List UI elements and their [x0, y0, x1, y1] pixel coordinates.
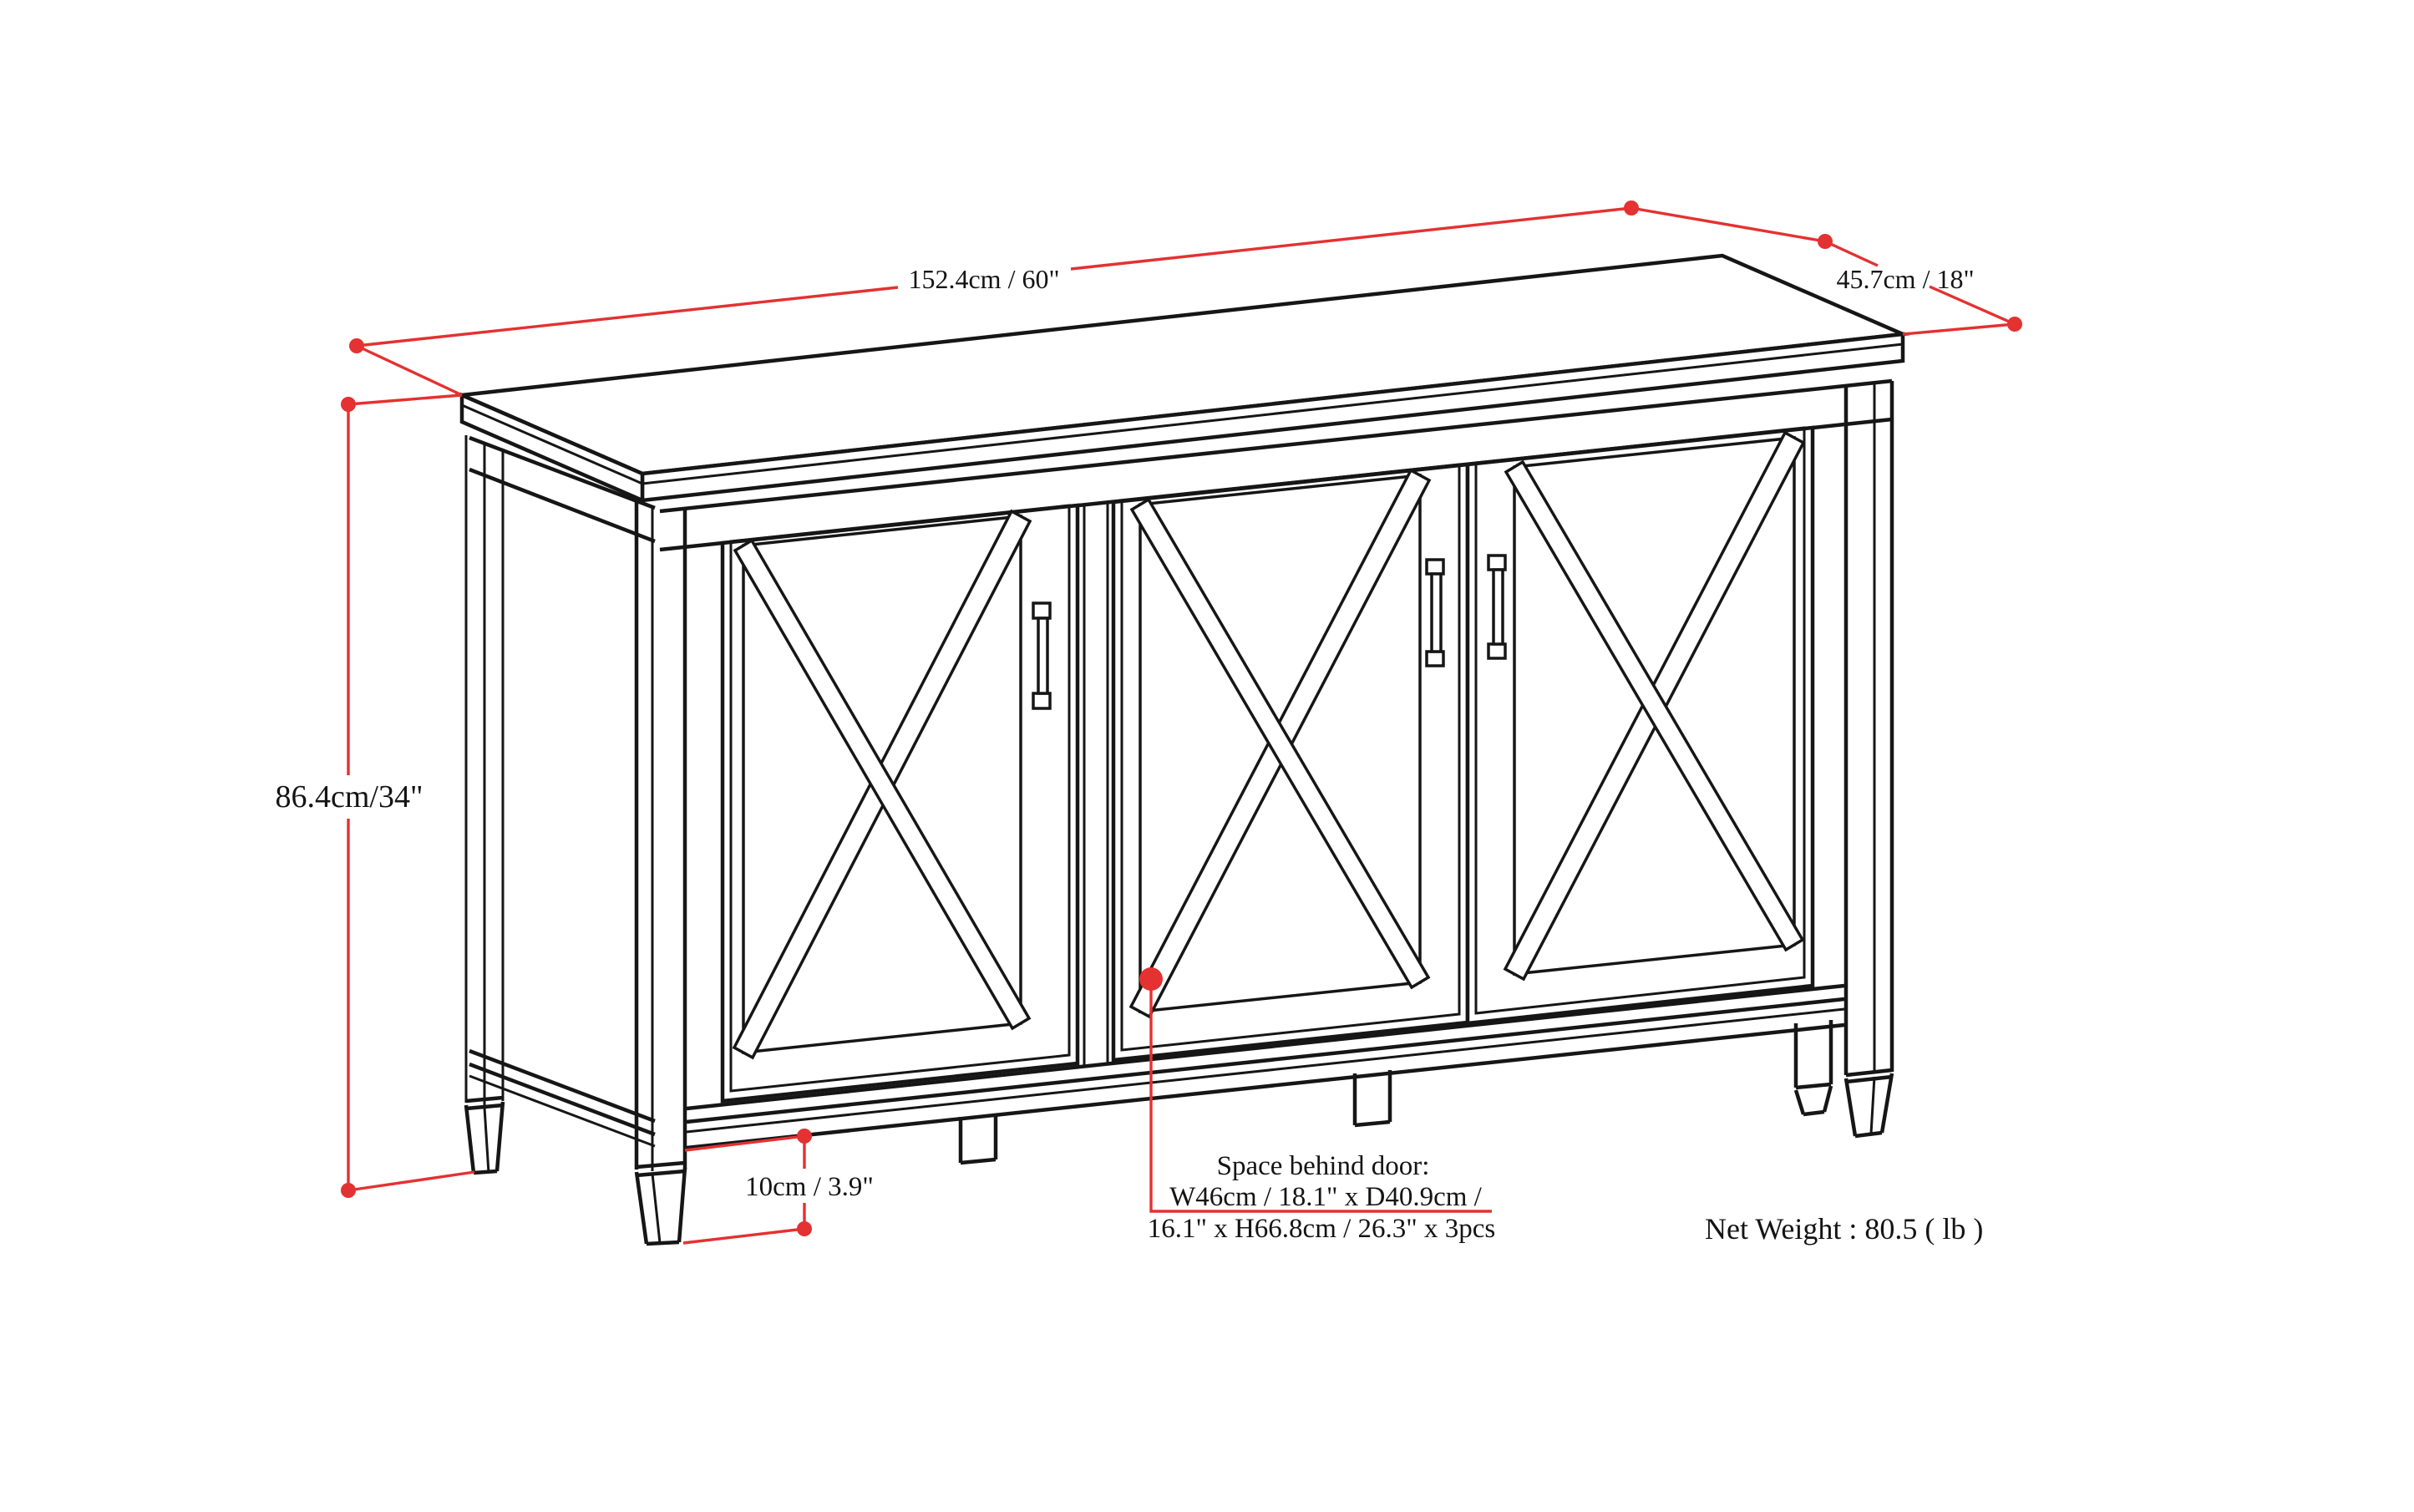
- leg-dim-dot-top: [797, 1129, 812, 1144]
- front-right-leg-foot-inner: [1871, 1077, 1874, 1134]
- handle-top-plate: [1033, 603, 1050, 618]
- handle-bar: [1432, 574, 1441, 652]
- back-left-leg-inner: [484, 1108, 489, 1173]
- dimension-leg-height: [683, 1129, 874, 1243]
- front-right-post-lines: [1846, 381, 1892, 1075]
- handle-bottom-plate: [1033, 693, 1050, 708]
- depth-dim-dot-top: [1818, 234, 1833, 249]
- height-dim-dot-bottom: [341, 1183, 356, 1198]
- width-dim-dot-right: [1624, 200, 1639, 216]
- door-middle: [1113, 464, 1468, 1060]
- middle-back-leg-left: [961, 1114, 996, 1163]
- leg-dim-dot-bottom: [797, 1221, 812, 1236]
- depth-dim-leader: [1903, 324, 2015, 334]
- width-dim-label: 152.4cm / 60": [908, 264, 1060, 294]
- front-left-leg-foot: [636, 1163, 685, 1244]
- left-side-stile-lines: [466, 435, 503, 1108]
- center-stile: [1084, 502, 1108, 1066]
- front-right-post: [1846, 381, 1892, 1136]
- width-dim-dot-left: [349, 338, 364, 353]
- front-left-post: [636, 502, 685, 1244]
- handle-top-plate: [1427, 560, 1443, 574]
- front-right-leg-foot: [1846, 1070, 1892, 1136]
- leg-dim-label: 10cm / 3.9": [745, 1172, 874, 1202]
- door-left: [723, 505, 1078, 1101]
- height-dim-label: 86.4cm/34": [275, 779, 423, 814]
- front-left-post-lines: [636, 502, 685, 1170]
- handle-bar: [1038, 618, 1047, 693]
- handle-top-plate: [1488, 556, 1505, 570]
- handle-bottom-plate: [1427, 652, 1443, 666]
- handle-bottom-plate: [1488, 644, 1505, 658]
- handle-bar: [1494, 570, 1503, 644]
- net-weight-label: Net Weight : 80.5 ( lb ): [1705, 1212, 1984, 1246]
- space-callout-dot: [1139, 967, 1163, 991]
- back-right-leg: [1796, 1020, 1831, 1114]
- height-dim-dot-top: [341, 397, 356, 412]
- dimension-height: [276, 395, 475, 1198]
- door-right: [1468, 428, 1813, 1023]
- front-left-leg-foot-inner: [652, 1174, 660, 1243]
- left-side-panel: [466, 435, 655, 1173]
- space-note-line1: Space behind door:: [1216, 1151, 1430, 1181]
- space-note-line2: W46cm / 18.1" x D40.9cm /: [1169, 1182, 1482, 1212]
- space-note-line3: 16.1" x H66.8cm / 26.3" x 3pcs: [1147, 1214, 1496, 1244]
- depth-dim-dot-bottom: [2007, 317, 2022, 332]
- middle-back-leg-right: [1355, 1070, 1390, 1125]
- depth-dim-label: 45.7cm / 18": [1836, 264, 1975, 294]
- left-side-bottom-rail: [469, 1051, 655, 1134]
